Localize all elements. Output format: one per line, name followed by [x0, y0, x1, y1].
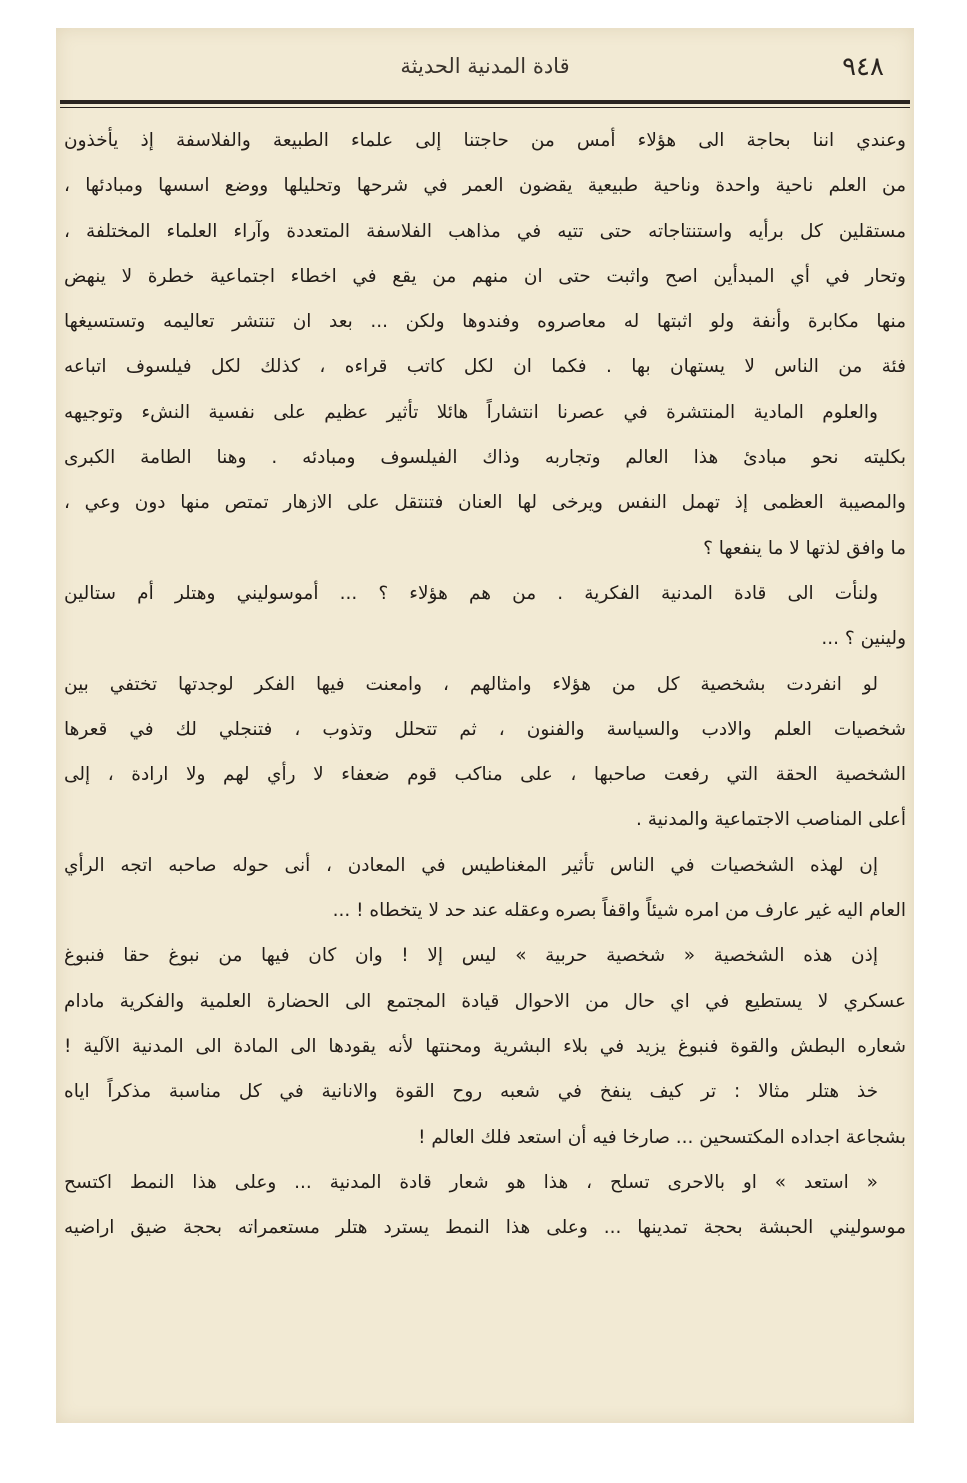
page-header	[64, 48, 906, 94]
text-line: أعلى المناصب الاجتماعية والمدنية .	[635, 809, 906, 831]
header-rule-thick	[60, 100, 910, 104]
book-page	[56, 28, 914, 1423]
text-line: لو انفردت بشخصية كل من هؤلاء وامثالهم ، وامعنت فيها الفكر لوجدتها تختفي بين	[64, 673, 878, 695]
text-line: ولنأت الى قادة المدنية الفكرية . من هم هؤلاء ؟ ... أموسوليني وهتلر أم ستالين	[64, 582, 878, 604]
text-line: إن لهذه الشخصيات في الناس تأثير المغناطيس في المعادن ، أنى حوله صاحبه اتجه الرأي	[64, 854, 878, 876]
text-line: منها مكابرة وأنفة ولو اثبتها له معاصروه وفندوها ولكن ... بعد ان تنتشر تعاليمه وتستسيغها	[64, 311, 906, 333]
text-line: بكليته نحو مبادئ هذا العالم وتجاربه وذاك الفيلسوف ومبادئه . وهنا الطامة الكبرى	[64, 447, 906, 469]
text-line: والعلوم المادية المنتشرة في عصرنا انتشاراً هائلا تأثير عظيم على نفسية النشء وتوجيهه	[64, 401, 878, 423]
text-line: وعندي اننا بحاجة الى هؤلاء أمس من حاجتنا إلى علماء الطبيعة والفلاسفة إذ يأخذون	[64, 130, 906, 151]
text-line: عسكري لا يستطيع في اي حال من الاحوال قيادة المجتمع الى الحضارة العلمية والفكرية مادام	[64, 990, 906, 1012]
text-line: العام اليه غير عارف من امره شيئاً واقفاً بصره وعقله عند حد لا يتخطاه ! ...	[332, 900, 906, 922]
text-line: ولينين ؟ ...	[821, 628, 906, 650]
text-line: من العلم ناحية واحدة وناحية طبيعية يقضون العمر في شرحها وتحليلها ووضع اسسها ومبادئها ،	[64, 175, 906, 197]
text-line: موسوليني الحبشة بحجة تمدينها ... وعلى هذا النمط يسترد هتلر مستعمراته بحجة ضيق اراضيه	[64, 1217, 906, 1239]
running-title: قادة المدنية الحديثة	[400, 54, 570, 78]
header-rule-thin	[60, 107, 910, 108]
body-text	[64, 118, 906, 1250]
text-line: بشجاعة اجداده المكتسحين ... صارخا فيه أن استعد فلك العالم !	[418, 1126, 906, 1148]
text-line: خذ هتلر مثالا : تر كيف ينفخ في شعبه روح القوة والانانية في كل مناسبة مذكراً اياه	[64, 1081, 878, 1103]
text-line: مستقلين كل برأيه واستنتاجاته حتى تتيه في مذاهب الفلاسفة المتعددة وآراء العلماء المختلفة ،	[64, 220, 906, 242]
text-line: فئة من الناس لا يستهان بها . فكما ان لكل كاتب قراءه ، كذلك لكل فيلسوف اتباعه	[64, 356, 906, 378]
text-line: شخصيات العلم والادب والسياسة والفنون ، ثم تتحلل وتذوب ، فتنجلي لك في قعرها	[64, 718, 906, 740]
text-line: « استعد » او بالاحرى تسلح ، هذا هو شعار قادة المدنية ... وعلى هذا النمط اكتسح	[64, 1171, 878, 1193]
text-line: ما وافق لذتها لا ما ينفعها ؟	[703, 537, 906, 559]
page-number: ٩٤٨	[842, 52, 884, 82]
text-line: إذن هذه الشخصية « شخصية حربية » ليس إلا ! وان كان فيها من نبوغ حقا فنبوغ	[64, 945, 878, 967]
text-line: شعاره البطش والقوة فنبوغ يزيد في بلاء البشرية ومحنتها لأنه يقودها الى المادة الى المدنية الآلية !	[64, 1035, 906, 1057]
text-line: وتحار في أي المبدأين اصح واثبت حتى ان منهم من يقع في اخطاء اجتماعية خطرة لا ينهض	[64, 265, 906, 287]
text-line: الشخصية الحقة التي رفعت صاحبها ، على مناكب قوم ضعفاء لا رأي لهم ولا ارادة ، إلى	[64, 764, 906, 786]
text-line: والمصيبة العظمى إذ تهمل النفس ويرخى لها العنان فتنتقل على الازهار تمتص منها دون وعي ،	[64, 492, 906, 514]
